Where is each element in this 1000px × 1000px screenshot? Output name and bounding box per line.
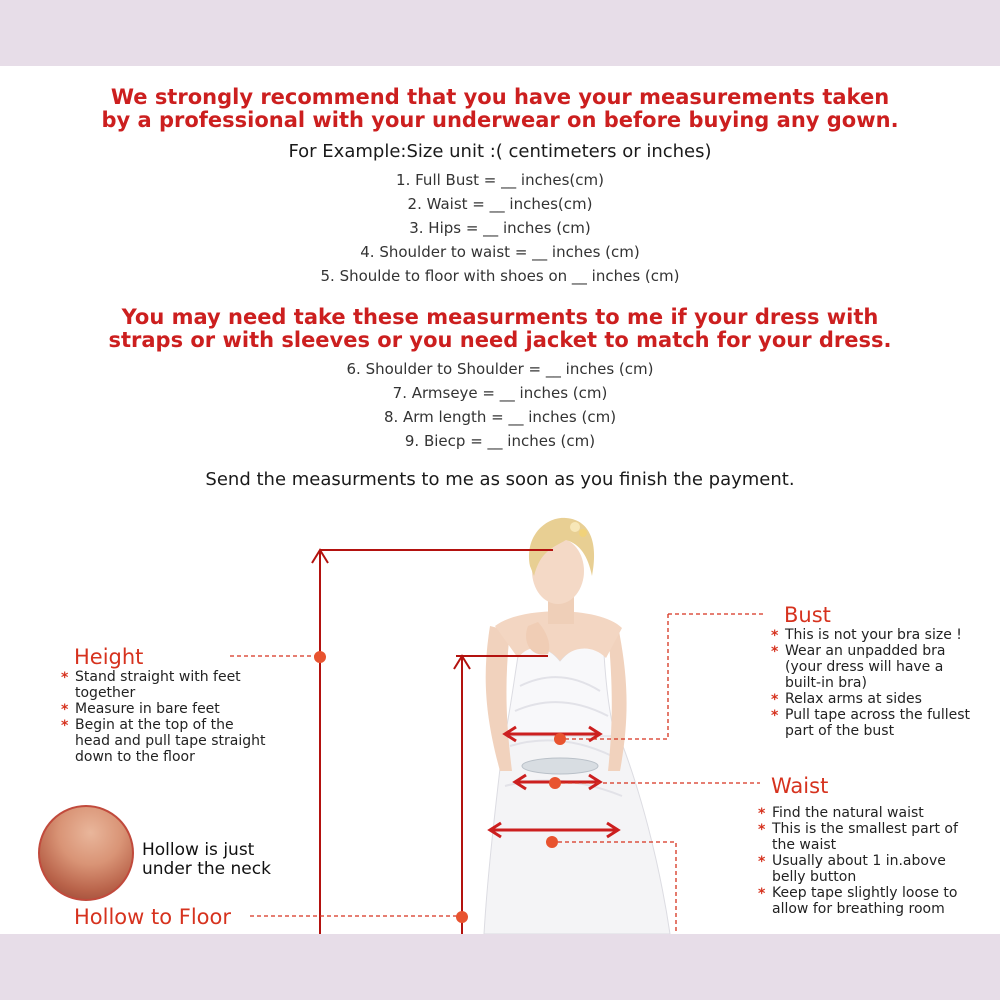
bust-marker-icon (554, 733, 566, 745)
measurement-item: 8. Arm length = __ inches (cm) (383, 408, 617, 426)
model-figure (484, 518, 670, 934)
measurement-item: 5. Shoulde to floor with shoes on __ inches (cm) (320, 267, 680, 285)
measurement-item: 7. Armseye = __ inches (cm) (392, 384, 608, 402)
recommendation-line-1: We strongly recommend that you have your measurements taken (110, 85, 890, 109)
bust-note: * Pull tape across the fullest part of the bust (771, 707, 976, 739)
waist-notes (758, 805, 968, 917)
height-note: * Stand straight with feet together (61, 669, 266, 701)
waist-title: Waist (771, 774, 829, 798)
bust-notes (771, 627, 976, 739)
height-notes (61, 669, 266, 765)
sleeve-note-line-1: You may need take these measurments to me if your dress with (121, 305, 879, 329)
hollow-caption-line-1: Hollow is just (142, 840, 255, 860)
height-note: * Begin at the top of the head and pull tape straight down to the floor (61, 717, 266, 765)
neck-hollow-image (38, 805, 134, 901)
top-border-band (0, 0, 1000, 66)
measurement-diagram (0, 66, 1000, 934)
waist-note: * Keep tape slightly loose to allow for breathing room (758, 885, 968, 917)
bust-note: * Relax arms at sides (771, 691, 976, 707)
waist-note: * Usually about 1 in.above belly button (758, 853, 968, 885)
measurement-item: 9. Biecp = __ inches (cm) (404, 432, 596, 450)
bust-note: * This is not your bra size ! (771, 627, 976, 643)
example-unit-line: For Example:Size unit :( centimeters or inches) (288, 141, 712, 162)
send-measurements-line: Send the measurments to me as soon as you finish the payment. (205, 469, 795, 490)
measurement-item: 2. Waist = __ inches(cm) (407, 195, 593, 213)
height-title: Height (74, 645, 144, 669)
waist-note: * This is the smallest part of the waist (758, 821, 968, 853)
sleeve-note-line-2: straps or with sleeves or you need jacket to match for your dress. (108, 328, 892, 352)
bust-title: Bust (784, 603, 831, 627)
recommendation-line-2: by a professional with your underwear on before buying any gown. (101, 108, 899, 132)
measurement-item: 6. Shoulder to Shoulder = __ inches (cm) (346, 360, 654, 378)
waist-note: * Find the natural waist (758, 805, 968, 821)
measurement-item: 1. Full Bust = __ inches(cm) (396, 171, 604, 189)
measurement-item: 3. Hips = __ inches (cm) (409, 219, 591, 237)
hollow-to-floor-title: Hollow to Floor (74, 905, 232, 929)
hollow-caption (142, 841, 271, 879)
height-marker-icon (314, 651, 326, 663)
hips-marker-icon (546, 836, 558, 848)
size-guide-sheet (0, 66, 1000, 934)
bust-note: * Wear an unpadded bra (your dress will have a built-in bra) (771, 643, 976, 691)
bottom-border-band (0, 934, 1000, 1000)
hollow-caption-line-2: under the neck (142, 859, 271, 879)
waist-marker-icon (549, 777, 561, 789)
hollow-marker-icon (456, 911, 468, 923)
height-note: * Measure in bare feet (61, 701, 266, 717)
measurement-item: 4. Shoulder to waist = __ inches (cm) (360, 243, 640, 261)
